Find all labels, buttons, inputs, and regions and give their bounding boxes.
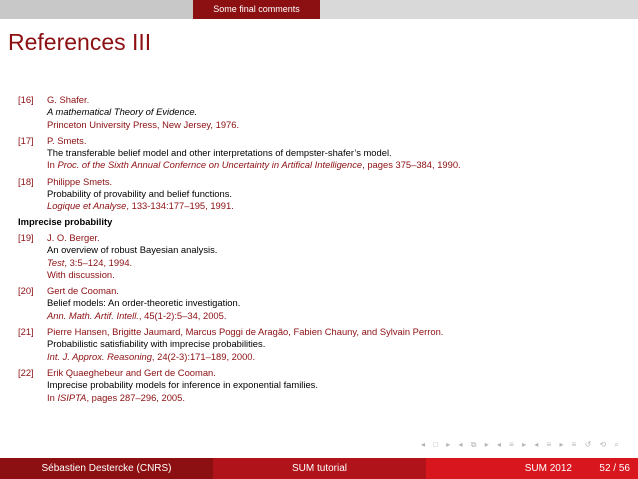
reference-venue: Princeton University Press, New Jersey, 1976. — [47, 118, 240, 130]
reference-title: A mathematical Theory of Evidence. — [47, 106, 198, 118]
reference-author: Pierre Hansen, Brigitte Jaumard, Marcus Poggi de Aragão, Fabien Chauny, and Sylvain Perron. — [47, 326, 444, 338]
references-list — [18, 94, 630, 408]
reference-entry — [18, 94, 630, 131]
reference-entry — [18, 326, 630, 363]
reference-venue: In Proc. of the Sixth Annual Confernce on Uncertainty in Artifical Intelligence, pages 375–384, 1990. — [47, 159, 461, 171]
section-navigation-bar — [0, 0, 638, 19]
reference-entry — [18, 285, 630, 322]
reference-venue: In ISIPTA, pages 287–296, 2005. — [47, 391, 185, 403]
current-section-label[interactable]: Some final comments — [193, 0, 320, 19]
footer-author: Sébastien Destercke (CNRS) — [0, 458, 213, 479]
reference-title: Probability of provability and belief functions. — [47, 188, 233, 200]
section-navigation-filler — [320, 0, 638, 19]
reference-number: [16] — [18, 94, 34, 105]
reference-title: Imprecise probability models for inference in exponential families. — [47, 379, 318, 391]
reference-venue: Logique et Analyse, 133-134:177–195, 1991. — [47, 200, 234, 212]
reference-author: J. O. Berger. — [47, 231, 100, 243]
reference-author: G. Shafer. — [47, 94, 90, 105]
reference-number: [20] — [18, 285, 34, 297]
reference-note: With discussion. — [47, 268, 115, 280]
reference-venue: Test, 3:5–124, 1994. — [47, 256, 133, 268]
reference-title: The transferable belief model and other interpretations of dempster-shafer’s model. — [47, 147, 392, 159]
footer-page-number: 52 / 56 — [599, 463, 630, 474]
references-subheading: Imprecise probability — [18, 215, 113, 227]
slide-footer — [0, 458, 638, 479]
reference-number: [21] — [18, 326, 34, 338]
beamer-navigation-icons[interactable]: ◂ □ ▸ ◂ ⧉ ▸ ◂ ≡ ▸ ◂ ≡ ▸ ≡ ↺ ⟲ ⌕ — [421, 440, 622, 449]
reference-entry — [18, 176, 630, 213]
reference-number: [17] — [18, 134, 34, 146]
reference-number: [18] — [18, 175, 34, 187]
footer-right-panel — [426, 458, 638, 479]
reference-title: Belief models: An order-theoretic investigation. — [47, 297, 241, 309]
reference-venue: Ann. Math. Artif. Intell., 45(1-2):5–34, 2005. — [47, 309, 227, 321]
reference-entry — [18, 135, 630, 172]
reference-author: Erik Quaeghebeur and Gert de Cooman. — [47, 366, 216, 378]
reference-author: Philippe Smets. — [47, 175, 113, 187]
slide-title: References III — [8, 29, 152, 55]
reference-number: [22] — [18, 366, 34, 378]
reference-venue: Int. J. Approx. Reasoning, 24(2-3):171–189, 2000. — [47, 350, 256, 362]
reference-title: Probabilistic satisfiability with imprecise probabilities. — [47, 338, 266, 350]
reference-entry — [18, 367, 630, 404]
reference-number: [19] — [18, 231, 34, 243]
reference-entry — [18, 232, 630, 281]
footer-talk-title: SUM tutorial — [213, 458, 426, 479]
footer-conference: SUM 2012 — [524, 463, 572, 474]
reference-author: P. Smets. — [47, 134, 87, 146]
reference-title: An overview of robust Bayesian analysis. — [47, 244, 218, 256]
reference-author: Gert de Cooman. — [47, 285, 119, 297]
